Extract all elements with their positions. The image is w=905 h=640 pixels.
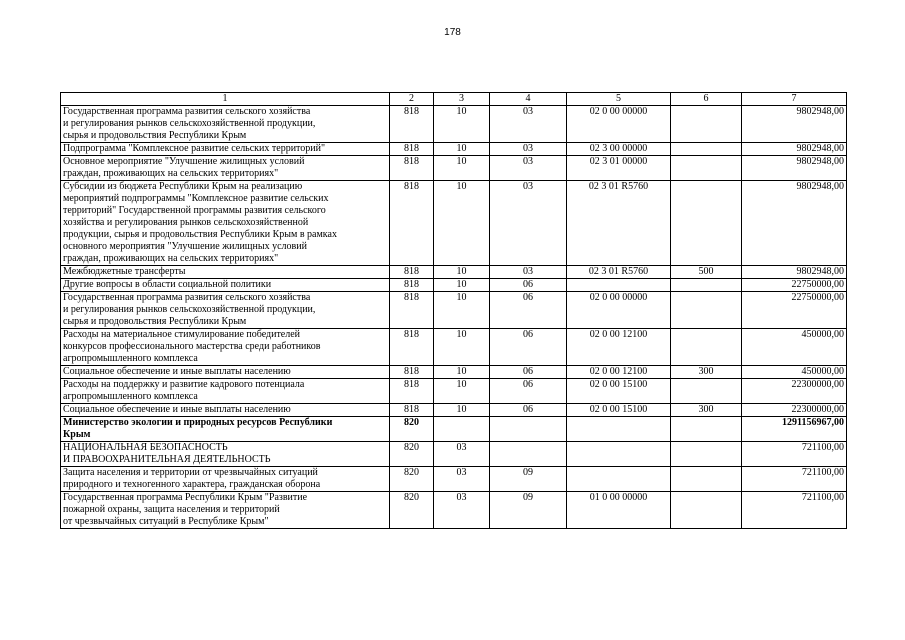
row-section-cell: 10: [434, 106, 490, 143]
row-subsection-cell: 03: [490, 156, 567, 181]
row-name-cell: Основное мероприятие "Улучшение жилищных условий граждан, проживающих на сельских территориях": [61, 156, 390, 181]
row-name-cell: Государственная программа развития сельского хозяйства и регулирования рынков сельскохозяйственной продукции, сырья и продовольствия Республики Крым: [61, 292, 390, 329]
row-amount-cell: 22300000,00: [742, 379, 847, 404]
row-amount-cell: 450000,00: [742, 329, 847, 366]
table-row: [61, 442, 847, 467]
row-expense-type-cell: 300: [671, 404, 742, 417]
row-amount-cell: 721100,00: [742, 492, 847, 529]
table-row: [61, 366, 847, 379]
row-section-cell: 03: [434, 442, 490, 467]
row-ministry-code-cell: 820: [390, 442, 434, 467]
table-header-row: [61, 93, 847, 106]
row-target-article-cell: [567, 417, 671, 442]
row-amount-cell: 22300000,00: [742, 404, 847, 417]
row-name-cell: Субсидии из бюджета Республики Крым на реализацию мероприятий подпрограммы "Комплексное развитие сельских территорий" Государственной программы развития сельского хозяйства и регулирования рынков сельскохозяйственной продукции, сырья и продовольствия Республики Крым в рамках основного мероприятия "Улучшение жилищных условий граждан, проживающих на сельских территориях": [61, 181, 390, 266]
table-row: [61, 106, 847, 143]
row-expense-type-cell: [671, 106, 742, 143]
row-target-article-cell: 01 0 00 00000: [567, 492, 671, 529]
row-target-article-cell: 02 0 00 00000: [567, 292, 671, 329]
row-section-cell: 03: [434, 492, 490, 529]
row-name-cell: НАЦИОНАЛЬНАЯ БЕЗОПАСНОСТЬ И ПРАВООХРАНИТЕЛЬНАЯ ДЕЯТЕЛЬНОСТЬ: [61, 442, 390, 467]
row-name-cell: Государственная программа развития сельского хозяйства и регулирования рынков сельскохозяйственной продукции, сырья и продовольствия Республики Крым: [61, 106, 390, 143]
row-ministry-code-cell: 818: [390, 292, 434, 329]
header-col-3: 3: [434, 93, 490, 106]
table-row: [61, 181, 847, 266]
row-target-article-cell: 02 0 00 12100: [567, 329, 671, 366]
row-ministry-code-cell: 820: [390, 467, 434, 492]
header-col-4: 4: [490, 93, 567, 106]
row-ministry-code-cell: 818: [390, 106, 434, 143]
row-ministry-code-cell: 820: [390, 417, 434, 442]
row-name-cell: Межбюджетные трансферты: [61, 266, 390, 279]
row-section-cell: 10: [434, 379, 490, 404]
row-amount-cell: 9802948,00: [742, 156, 847, 181]
row-target-article-cell: 02 0 00 00000: [567, 106, 671, 143]
row-target-article-cell: 02 0 00 12100: [567, 366, 671, 379]
page-number: 178: [444, 27, 461, 38]
row-name-cell: Министерство экологии и природных ресурсов Республики Крым: [61, 417, 390, 442]
row-name-cell: Другие вопросы в области социальной политики: [61, 279, 390, 292]
row-amount-cell: 9802948,00: [742, 143, 847, 156]
row-ministry-code-cell: 818: [390, 143, 434, 156]
row-ministry-code-cell: 818: [390, 379, 434, 404]
row-section-cell: 03: [434, 467, 490, 492]
table-row: [61, 266, 847, 279]
row-expense-type-cell: 500: [671, 266, 742, 279]
row-section-cell: 10: [434, 266, 490, 279]
row-section-cell: 10: [434, 279, 490, 292]
row-expense-type-cell: [671, 417, 742, 442]
budget-table: [60, 92, 847, 529]
row-target-article-cell: 02 0 00 15100: [567, 404, 671, 417]
table-row: [61, 404, 847, 417]
row-name-cell: Подпрограмма "Комплексное развитие сельских территорий": [61, 143, 390, 156]
row-name-cell: Расходы на поддержку и развитие кадрового потенциала агропромышленного комплекса: [61, 379, 390, 404]
header-col-1: 1: [61, 93, 390, 106]
row-subsection-cell: 06: [490, 366, 567, 379]
row-name-cell: Государственная программа Республики Крым "Развитие пожарной охраны, защита населения и территорий от чрезвычайных ситуаций в Республике Крым": [61, 492, 390, 529]
row-amount-cell: 9802948,00: [742, 106, 847, 143]
row-section-cell: 10: [434, 143, 490, 156]
row-subsection-cell: 06: [490, 404, 567, 417]
row-section-cell: 10: [434, 181, 490, 266]
header-col-7: 7: [742, 93, 847, 106]
table-body: [61, 106, 847, 529]
row-section-cell: [434, 417, 490, 442]
row-expense-type-cell: [671, 181, 742, 266]
row-target-article-cell: 02 3 01 00000: [567, 156, 671, 181]
row-target-article-cell: [567, 442, 671, 467]
row-expense-type-cell: [671, 292, 742, 329]
header-col-2: 2: [390, 93, 434, 106]
row-target-article-cell: [567, 279, 671, 292]
row-section-cell: 10: [434, 329, 490, 366]
row-expense-type-cell: [671, 143, 742, 156]
row-subsection-cell: 06: [490, 329, 567, 366]
row-expense-type-cell: 300: [671, 366, 742, 379]
header-col-5: 5: [567, 93, 671, 106]
row-subsection-cell: 06: [490, 379, 567, 404]
row-subsection-cell: [490, 442, 567, 467]
row-amount-cell: 9802948,00: [742, 266, 847, 279]
row-section-cell: 10: [434, 404, 490, 417]
row-target-article-cell: [567, 467, 671, 492]
table-row: [61, 279, 847, 292]
row-target-article-cell: 02 0 00 15100: [567, 379, 671, 404]
row-name-cell: Защита населения и территории от чрезвычайных ситуаций природного и техногенного характера, гражданская оборона: [61, 467, 390, 492]
table-row: [61, 329, 847, 366]
row-section-cell: 10: [434, 292, 490, 329]
table-row: [61, 156, 847, 181]
row-expense-type-cell: [671, 379, 742, 404]
row-section-cell: 10: [434, 156, 490, 181]
table-row: [61, 492, 847, 529]
table-row: [61, 379, 847, 404]
row-expense-type-cell: [671, 492, 742, 529]
row-subsection-cell: [490, 417, 567, 442]
row-subsection-cell: 03: [490, 106, 567, 143]
row-subsection-cell: 06: [490, 279, 567, 292]
row-ministry-code-cell: 818: [390, 181, 434, 266]
row-ministry-code-cell: 818: [390, 329, 434, 366]
row-subsection-cell: 09: [490, 467, 567, 492]
row-amount-cell: 22750000,00: [742, 292, 847, 329]
row-amount-cell: 721100,00: [742, 442, 847, 467]
row-subsection-cell: 09: [490, 492, 567, 529]
row-ministry-code-cell: 818: [390, 366, 434, 379]
row-expense-type-cell: [671, 156, 742, 181]
row-subsection-cell: 03: [490, 181, 567, 266]
row-expense-type-cell: [671, 467, 742, 492]
table-row: [61, 143, 847, 156]
row-amount-cell: 721100,00: [742, 467, 847, 492]
header-col-6: 6: [671, 93, 742, 106]
row-target-article-cell: 02 3 01 R5760: [567, 181, 671, 266]
row-ministry-code-cell: 818: [390, 404, 434, 417]
row-ministry-code-cell: 820: [390, 492, 434, 529]
row-expense-type-cell: [671, 329, 742, 366]
row-target-article-cell: 02 3 00 00000: [567, 143, 671, 156]
row-expense-type-cell: [671, 279, 742, 292]
row-ministry-code-cell: 818: [390, 266, 434, 279]
table-row: [61, 467, 847, 492]
row-target-article-cell: 02 3 01 R5760: [567, 266, 671, 279]
row-amount-cell: 22750000,00: [742, 279, 847, 292]
row-expense-type-cell: [671, 442, 742, 467]
row-amount-cell: 450000,00: [742, 366, 847, 379]
row-ministry-code-cell: 818: [390, 279, 434, 292]
row-subsection-cell: 06: [490, 292, 567, 329]
row-name-cell: Расходы на материальное стимулирование победителей конкурсов профессионального мастерства среди работников агропромышленного комплекса: [61, 329, 390, 366]
table-row: [61, 292, 847, 329]
row-amount-cell: 9802948,00: [742, 181, 847, 266]
row-ministry-code-cell: 818: [390, 156, 434, 181]
row-name-cell: Социальное обеспечение и иные выплаты населению: [61, 404, 390, 417]
row-subsection-cell: 03: [490, 143, 567, 156]
row-subsection-cell: 03: [490, 266, 567, 279]
row-section-cell: 10: [434, 366, 490, 379]
table-row: [61, 417, 847, 442]
row-amount-cell: 1291156967,00: [742, 417, 847, 442]
row-name-cell: Социальное обеспечение и иные выплаты населению: [61, 366, 390, 379]
